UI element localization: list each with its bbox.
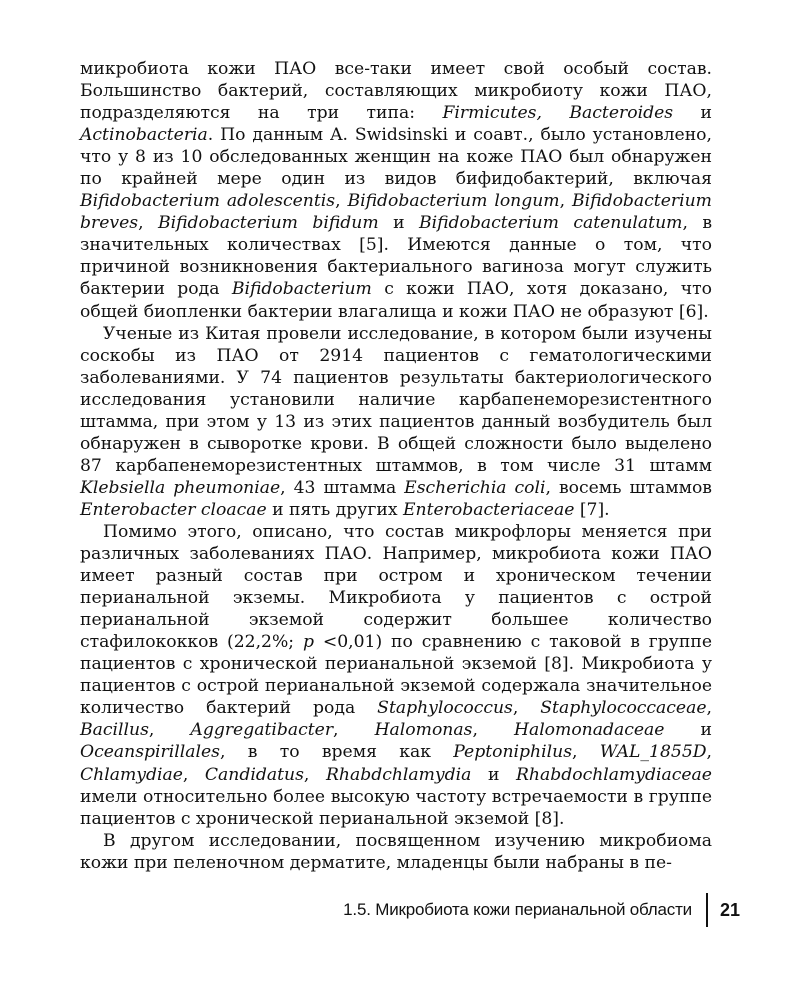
text-segment: ,	[472, 720, 514, 741]
italic-term: Rhabdochlamydiaceae	[515, 764, 712, 785]
italic-term: Escherichia coli	[404, 477, 546, 498]
text-segment: ,	[559, 191, 572, 212]
text-segment: имели относительно более высокую частоту встречаемости в группе пациентов с хронической перианальной экземой [8].	[80, 786, 712, 829]
text-segment: [7].	[574, 499, 610, 520]
italic-term: Bifidobacterium breves	[80, 191, 712, 234]
italic-term: Bifidobacterium bifidum	[157, 213, 379, 234]
text-segment: ,	[148, 720, 191, 741]
text-segment: и	[673, 103, 713, 124]
text-segment: , восемь штаммов	[545, 477, 712, 498]
paragraph-1	[80, 58, 712, 323]
italic-term: Bifidobacterium catenulatum	[418, 213, 683, 234]
text-segment: ,	[706, 698, 712, 719]
paragraph-4	[80, 830, 712, 874]
text-segment: ,	[512, 698, 541, 719]
italic-term: Enterobacter cloacae	[80, 499, 267, 520]
text-segment: ,	[335, 191, 348, 212]
text-segment: , в значительных количествах [5]. Имеются данные о том, что причиной возникновения бактериального вагиноза могут служить бактерии рода	[80, 213, 712, 300]
italic-term: Bifidobacterium longum	[347, 191, 560, 212]
running-title: 1.5. Микробиота кожи перианальной области	[343, 900, 692, 919]
italic-term: Bacillus	[80, 720, 149, 741]
text-segment: Ученые из Китая провели исследование, в котором были изучены соскобы из ПАО от 2914 пациентов с гематологическими заболеваниями. У 74 пациентов результаты бактериологического исследования установили наличие карбапенеморезистентного штамма, при этом у 13 из этих пациентов данный возбудитель был обнаружен в сыворотке крови. В общей сложности было выделено 87 карбапенеморезистентных штаммов, в том числе 31 штамм	[80, 323, 712, 476]
italic-term: Klebsiella pheumoniae	[80, 477, 281, 498]
italic-term: Staphylococcus	[377, 698, 513, 719]
text-segment: , 43 штамма	[280, 477, 405, 498]
text-segment: ,	[572, 742, 600, 763]
text-segment: В другом исследовании, посвященном изучению микробиома кожи при пеленочном дерматите, младенцы были набраны в пе-	[80, 830, 712, 873]
italic-term: Bifidobacterium	[231, 279, 372, 300]
text-segment: <0,01) по сравнению с таковой в группе пациентов с хронической перианальной экземой [8]. Микробиота у пациентов с острой перианальной экземой содержала значительное количество бактерий рода	[80, 632, 712, 719]
italic-term: Bifidobacterium adolescentis	[80, 191, 336, 212]
text-segment: ,	[138, 213, 158, 234]
text-segment: ,	[333, 720, 375, 741]
italic-term: WAL_1855D	[599, 742, 707, 763]
text-segment: и	[664, 720, 712, 741]
page-body	[80, 58, 712, 874]
italic-term: Aggregatibacter	[190, 720, 334, 741]
text-segment: и	[378, 213, 419, 234]
italic-term: Staphylococcaceae	[540, 698, 707, 719]
italic-term: Enterobacteriaceae	[402, 499, 575, 520]
text-segment: Помимо этого, описано, что состав микрофлоры меняется при различных заболеваниях ПАО. Например, микробиота кожи ПАО имеет разный состав при остром и хроническом течении перианальной экземы. Микробиота у пациентов с острой перианальной экземой содержит большее количество стафилококков (22,2%;	[80, 521, 712, 653]
italic-term: Peptoniphilus	[453, 742, 573, 763]
text-segment: ,	[182, 764, 205, 785]
text-segment: с кожи ПАО, хотя доказано, что общей биопленки бактерии влагалища и кожи ПАО не образуют [6].	[80, 279, 712, 322]
footer-divider	[706, 893, 708, 927]
text-segment: и	[471, 764, 516, 785]
text-segment: ,	[706, 742, 712, 763]
paragraph-3	[80, 521, 712, 830]
italic-term: p	[302, 632, 314, 653]
italic-term: Candidatus	[204, 764, 304, 785]
italic-term: Halomonadaceae	[513, 720, 665, 741]
italic-term: Firmicutes, Bacteroides	[442, 103, 674, 124]
text-segment: ,	[303, 764, 326, 785]
page-number: 21	[719, 899, 740, 920]
italic-term: Oceanspirillales	[80, 742, 220, 763]
page-footer	[343, 893, 740, 927]
text-segment: микробиота кожи ПАО все-таки имеет свой особый состав. Большинство бактерий, составляющих микробиоту кожи ПАО, подразделяются на три типа:	[80, 59, 712, 124]
italic-term: Rhabdchlamydia	[325, 764, 472, 785]
italic-term: Chlamydiae	[80, 764, 183, 785]
italic-term: Actinobacteria	[80, 125, 208, 146]
paragraph-2	[80, 323, 712, 521]
text-segment: и пять других	[266, 499, 403, 520]
italic-term: Halomonas	[374, 720, 473, 741]
text-segment: , в то время как	[219, 742, 454, 763]
text-segment: . По данным A. Swidsinski и соавт., было установлено, что у 8 из 10 обследованных женщин на коже ПАО был обнаружен по крайней мере один из видов бифидобактерий, включая	[80, 125, 712, 190]
